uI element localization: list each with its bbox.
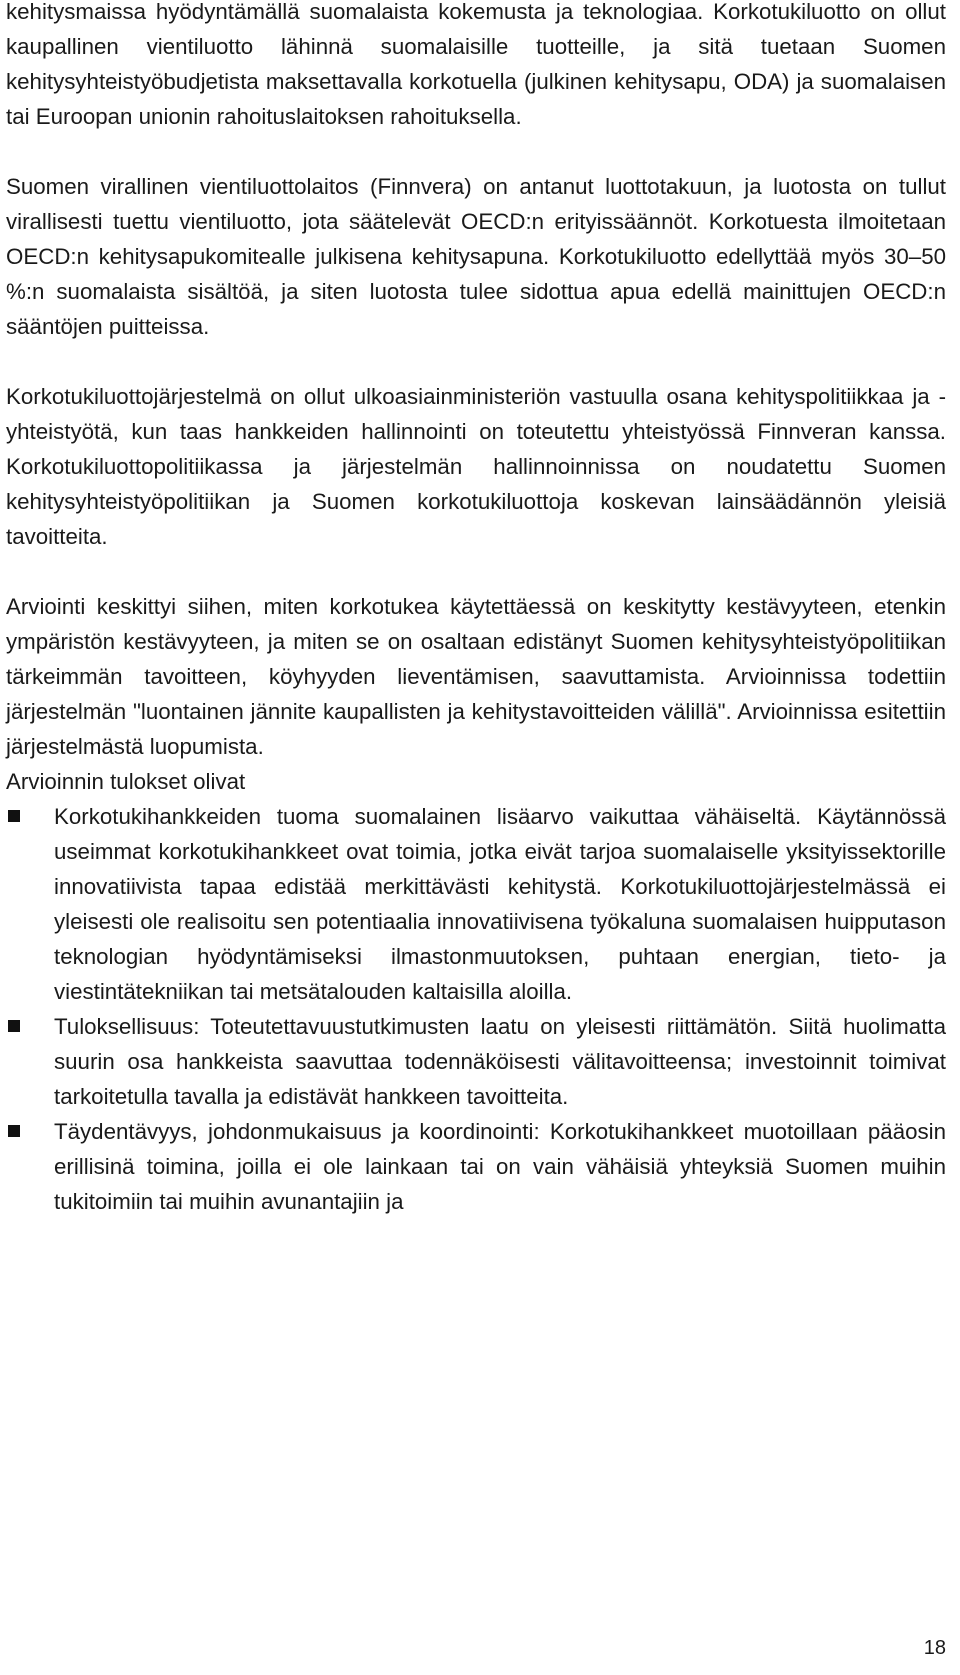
- paragraph-finnvera: Suomen virallinen vientiluottolaitos (Finnvera) on antanut luottotakuun, ja luotosta on tullut virallisesti tuettu vientiluotto, jota säätelevät OECD:n erityissäännöt. Korkotuesta ilmoitetaan OECD:n kehitysapukomitealle julkisena kehitysapuna. Korkotukiluotto edellyttää myös 30–50 %:n suomalaista sisältöä, ja siten luotosta tulee sidottua apua edellä mainittujen OECD:n sääntöjen puitteissa.: [6, 174, 946, 339]
- square-bullet-icon: [8, 1020, 20, 1032]
- list-item: [6, 1114, 946, 1219]
- list-item-text: Täydentävyys, johdonmukaisuus ja koordinointi: Korkotukihankkeet muotoillaan pääosin erillisinä toimina, joilla ei ole lainkaan tai on vain vähäisiä yhteyksiä Suomen muihin tukitoimiin tai muihin avunantajiin ja: [54, 1119, 946, 1214]
- paragraph-intro: kehitysmaissa hyödyntämällä suomalaista kokemusta ja teknologiaa. Korkotukiluotto on ollut kaupallinen vientiluotto lähinnä suomalaisille tuotteille, ja sitä tuetaan Suomen kehitysyhteistyöbudjetista maksettavalla korkotuella (julkinen kehitysapu, ODA) ja suomalaisen tai Euroopan unionin rahoituslaitoksen rahoituksella.: [6, 0, 946, 129]
- square-bullet-icon: [8, 810, 20, 822]
- results-list: [6, 799, 946, 1219]
- paragraph-system: Korkotukiluottojärjestelmä on ollut ulkoasiainministeriön vastuulla osana kehityspolitiikkaa ja -yhteistyötä, kun taas hankkeiden hallinnointi on toteutettu yhteistyössä Finnveran kanssa. Korkotukiluottopolitiikassa ja järjestelmän hallinnoinnissa on noudatettu Suomen kehitysyhteistyöpolitiikan ja Suomen korkotukiluottoja koskevan lainsäädännön yleisiä tavoitteita.: [6, 384, 946, 549]
- list-item: [6, 799, 946, 1009]
- list-item-text: Korkotukihankkeiden tuoma suomalainen lisäarvo vaikuttaa vähäiseltä. Käytännössä useimmat korkotukihankkeet ovat toimia, jotka eivät tarjoa suomalaiselle yksityissektorille innovatiivista tapaa edistää merkittävästi kehitystä. Korkotukiluottojärjestelmässä ei yleisesti ole realisoitu sen potentiaalia innovatiivisena työkaluna suomalaisen huipputason teknologian hyödyntämiseksi ilmastonmuutoksen, puhtaan energian, tieto- ja viestintätekniikan tai metsätalouden kaltaisilla aloilla.: [54, 804, 946, 1004]
- document-page: [6, 0, 946, 1219]
- results-heading: Arvioinnin tulokset olivat: [6, 769, 246, 794]
- square-bullet-icon: [8, 1125, 20, 1137]
- list-item-text: Tuloksellisuus: Toteutettavuustutkimusten laatu on yleisesti riittämätön. Siitä huolimatta suurin osa hankkeista saavuttaa todennäköisesti välitavoitteensa; investoinnit toimivat tarkoitetulla tavalla ja edistävät hankkeen tavoitteita.: [54, 1014, 946, 1109]
- list-item: [6, 1009, 946, 1114]
- paragraph-evaluation: Arviointi keskittyi siihen, miten korkotukea käytettäessä on keskitytty kestävyyteen, etenkin ympäristön kestävyyteen, ja miten se on osaltaan edistänyt Suomen kehitysyhteistyöpolitiikan tärkeimmän tavoitteen, köyhyyden lieventämisen, saavuttamista. Arvioinnissa todettiin järjestelmän "luontainen jännite kaupallisten ja kehitystavoitteiden välillä". Arvioinnissa esitettiin järjestelmästä luopumista.: [6, 594, 946, 759]
- page-number: 18: [923, 1637, 946, 1659]
